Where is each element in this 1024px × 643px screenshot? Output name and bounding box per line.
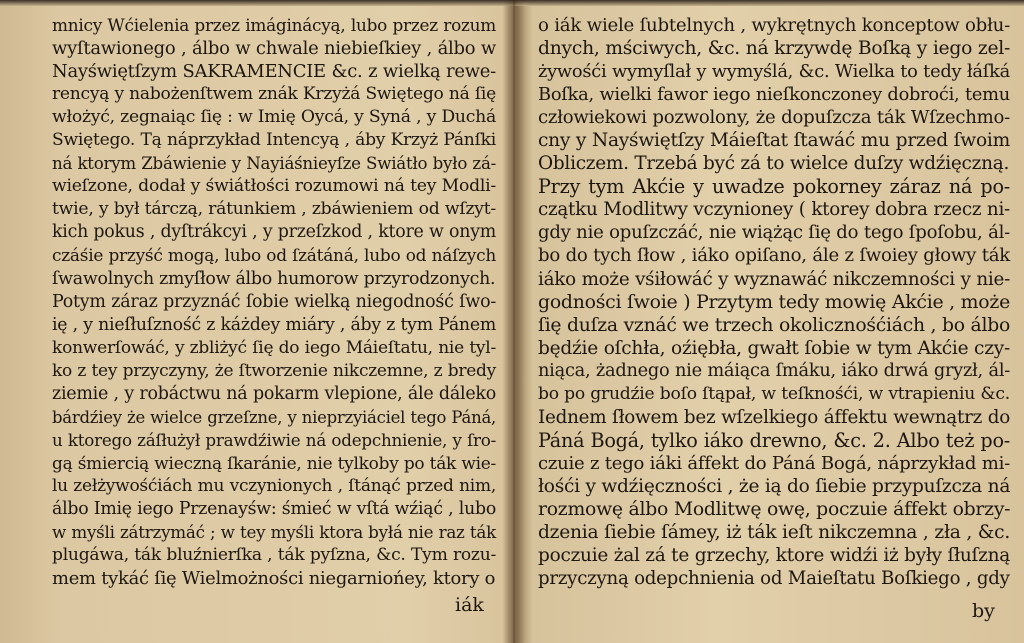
text-line: dzenia ſiebie ſámey, iż ták ieſt nikczemna , zła , &c.: [538, 522, 1010, 544]
text-line: konwerſowáć, y zbliżyć ſię do iego Máieſtatu, nie tyl-: [52, 337, 496, 358]
text-line: łośći y wdźięczności , że ią do ſiebie przypuſzcza ná: [538, 475, 1011, 497]
text-line: Páná Bogá, tylko iáko drewno, &c. 2. Albo też po-: [538, 428, 1010, 452]
text-line: ſię duſza vznáć we trzech okolicznośćiách , bo álbo: [538, 314, 1010, 336]
right-page: [512, 0, 1024, 643]
text-line: ię , y nieſłuſzność z káżdey miáry , áby z tym Pánem: [52, 314, 496, 335]
text-line: czątku Modlitwy vczynioney ( ktorey dobra rzecz ni-: [538, 199, 1010, 221]
text-line: wieſzone, dodał y świátłości rozumowi ná tey Modli-: [52, 176, 496, 197]
text-line: żywośći wymyſlał y wymyślá, &c. Wielka to tedy łáſká: [538, 61, 1010, 83]
text-line: rencyą y nabożenſtwem znák Krzyżá Swiętego ná ſię: [52, 84, 496, 105]
text-line: włożyć, zegnaiąc ſię : w Imię Oycá, y Syná , y Duchá: [52, 107, 496, 128]
text-line: kich pokus , dyſtrákcyi , y przeſzkod , ktore w onym: [52, 222, 496, 243]
text-line: iáko może vśiłowáć y wyznawáć nikczemności y nie-: [538, 268, 1010, 290]
right-catchword: by: [972, 600, 995, 622]
text-line: czuie z tego iáki áffekt do Páná Bogá, náprzykład mi-: [538, 452, 1010, 474]
text-line: Iednem ſłowem bez wſzelkiego áffektu wewnątrz do: [538, 406, 1010, 428]
text-line: przyczyną odepchnienia od Maieſtatu Boſkiego , gdy: [538, 568, 1010, 590]
text-line: bo po grudźie boſo ſtąpał, w teſknośći, w vtrapieniu &c.: [538, 383, 1010, 404]
text-line: będźie oſchła, oźiębła, gwałt ſobie w tym Akćie czy-: [538, 337, 1010, 359]
text-line: Boſka, wielki fawor iego nieſkonczoney dobroći, temu: [538, 84, 1010, 106]
text-line: gą śmiercią wieczną ſkaránie, nie tylkoby po ták wie-: [52, 452, 496, 473]
text-line: Swiętego. Tą náprzykład Intencyą , áby Krzyż Pánſki: [52, 130, 496, 151]
text-line: Nayświętſzym SAKRAMENCIE &c. z wielką rewe-: [52, 61, 496, 83]
text-line: ná ktorym Zbáwienie y Nayiáśnieyſze Swiátło było zá-: [52, 154, 496, 174]
text-line: o iák wiele ſubtelnych , wykrętnych konceptow obłu-: [538, 15, 1010, 36]
left-catchword: iák: [455, 594, 484, 616]
text-line: czáśie przyść mogą, lubo od ſzátáná, lubo od náſzych: [52, 245, 496, 266]
text-line: Przy tym Akćie y uwadze pokorney záraz ná po-: [538, 175, 1010, 199]
text-line: bo do tych ſłow , iáko opiſano, ále z ſwoiey głowy ták: [538, 245, 1010, 267]
text-line: godności ſwoie ) Przytym tedy mowię Akćie , może: [538, 290, 1010, 313]
text-line: ſwawolnych zmyſłow álbo humorow przyrodzonych.: [52, 268, 496, 289]
left-page-text: [52, 14, 496, 590]
text-line: plugáwa, ták bluźnierſka , ták pyſzna, &c. Tym rozu-: [52, 545, 496, 566]
right-page-text: [538, 14, 1010, 590]
text-line: lu zełżywośćiách mu vczynionych , ſtánąć przed nim,: [52, 475, 496, 496]
text-line: poczuie żal zá te grzechy, ktore widźi iż były ſłuſzną: [538, 545, 1010, 567]
text-line: cny y Nayświętſzy Máieſtat ſtawáć mu przed ſwoim: [538, 130, 1010, 152]
text-line: mem tykáć ſię Wielmożności niegarniońey, ktory o: [52, 568, 496, 590]
text-line: człowiekowi pozwolony, że dopuſzcza ták Wſzechmo-: [538, 107, 1010, 129]
text-line: gdy nie opuſzczáć, nie wiążąc ſię do tego ſpoſobu, ál-: [538, 222, 1010, 244]
text-line: bárdźiey że wielce grzeſzne, y nieprzyiáciel tego Páná,: [52, 407, 496, 427]
text-line: ko z tey przyczyny, że ſtworzenie nikczemne, z bredy: [52, 360, 496, 381]
text-line: dnych, mściwych, &c. ná krzywdę Boſką y iego zel-: [538, 38, 1011, 60]
text-line: ziemie , y robáctwu ná pokarm vlepione, ále dáleko: [52, 383, 496, 404]
text-line: wyſtawionego , álbo w chwale niebieſkiey , álbo w: [52, 38, 496, 60]
text-line: Obliczem. Trzebá być zá to wielce duſzy wdźięczną.: [538, 153, 1010, 175]
text-line: álbo Imię iego Przenayśw: śmieć w vſtá wźiąć , lubo: [52, 498, 496, 519]
text-line: u ktorego záſłużył prawdźiwie ná odepchnienie, y ſro-: [52, 429, 496, 450]
text-line: Potym záraz przyznáć ſobie wielką niegodność ſwo-: [52, 291, 496, 312]
text-line: twie, y był tárczą, rátunkiem , zbáwieniem od wſzyt-: [52, 199, 496, 220]
text-line: rozmowę álbo Modlitwę owę, poczuie áffekt obrzy-: [538, 498, 1011, 520]
text-line: w myśli zátrzymáć ; w tey myśli ktora byłá nie raz ták: [52, 522, 496, 543]
text-line: mnicy Wćielenia przez imáginácyą, lubo przez rozum: [52, 15, 496, 35]
text-line: niąca, żadnego nie máiąca ſmáku, iáko drwá gryzł, ál-: [538, 360, 1010, 381]
